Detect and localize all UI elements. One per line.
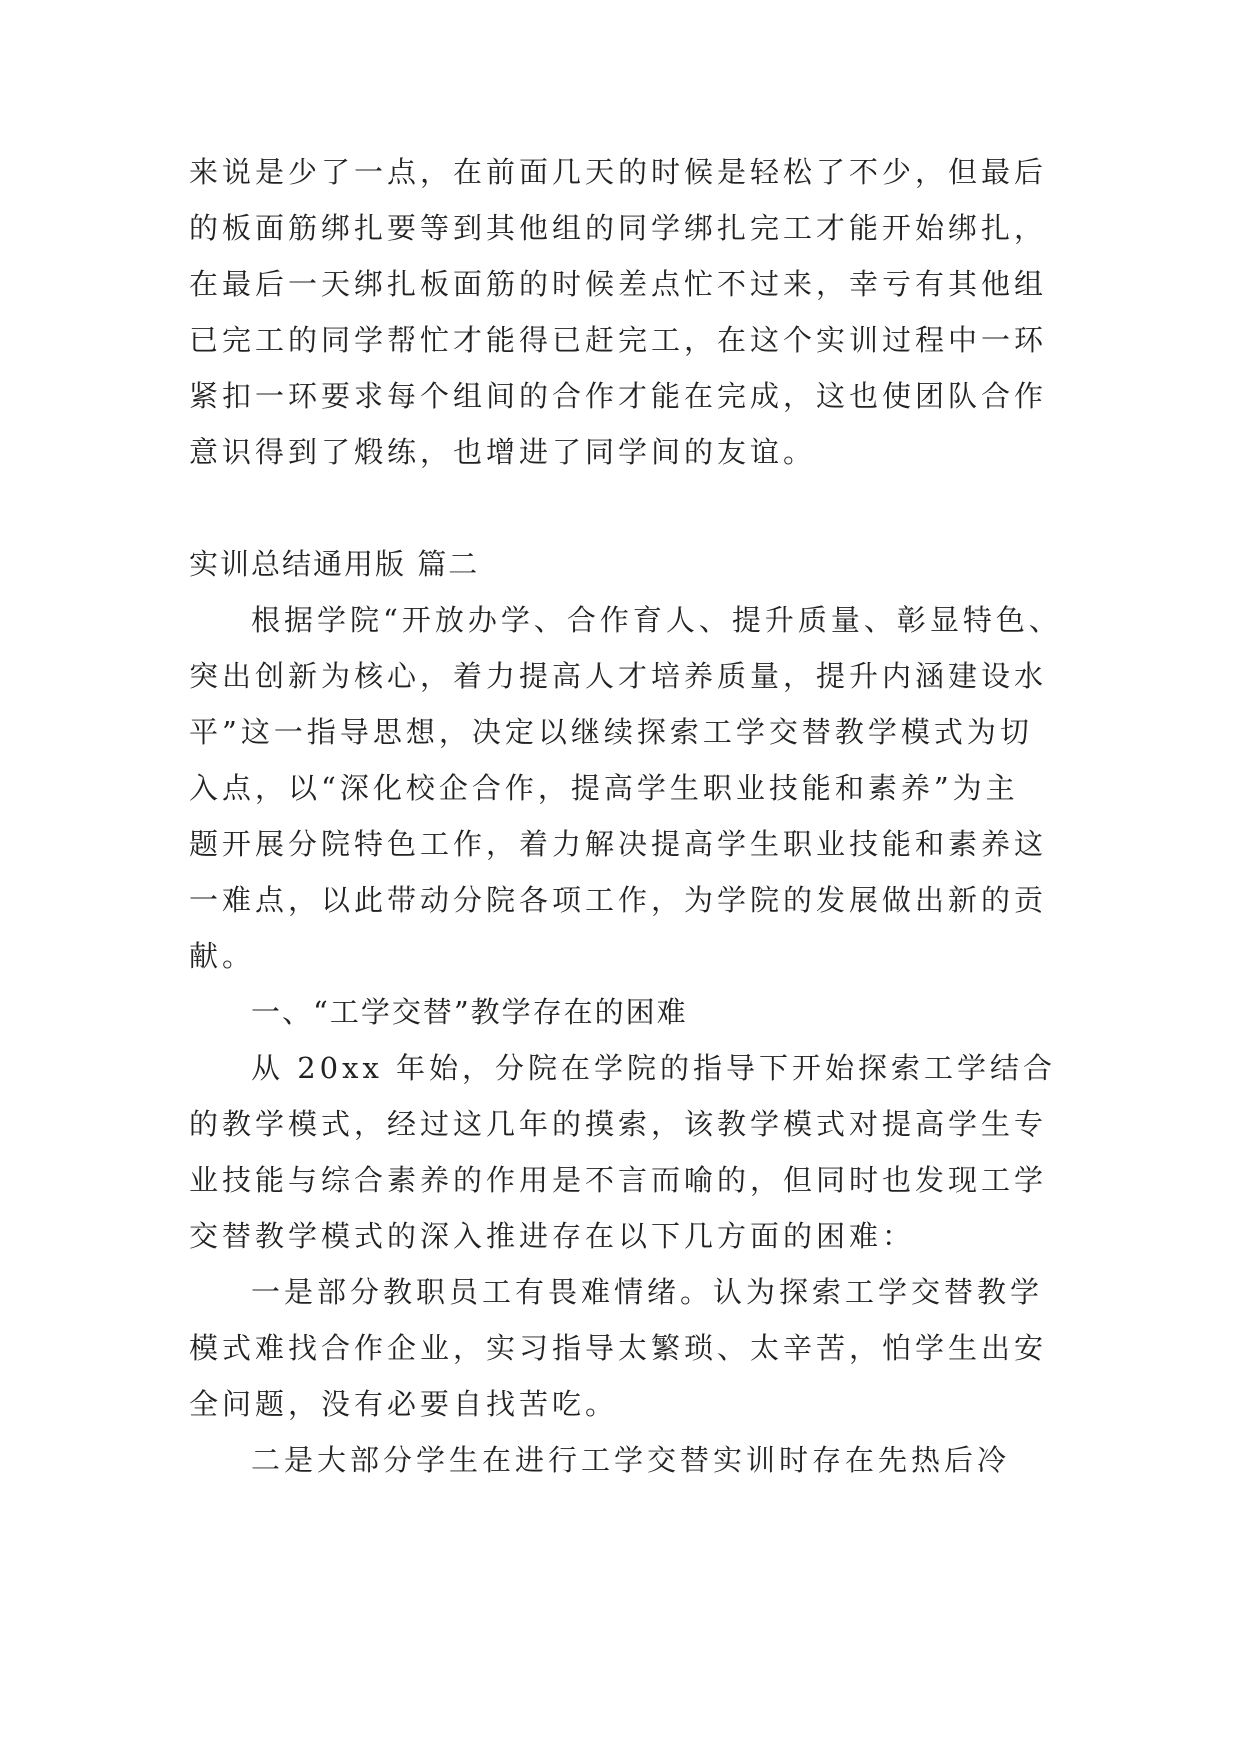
continuation-line-3: 在最后一天绑扎板面筋的时候差点忙不过来，幸亏有其他组 — [189, 267, 1048, 301]
paragraph-2-line-2: 的教学模式，经过这几年的摸索，该教学模式对提高学生专 — [189, 1107, 1048, 1141]
paragraph-4-line-1: 二是大部分学生在进行工学交替实训时存在先热后冷 — [251, 1443, 1011, 1477]
paragraph-1-line-4: 入点，以“深化校企合作，提高学生职业技能和素养”为主 — [189, 771, 1019, 805]
paragraph-3-line-2: 模式难找合作企业，实习指导太繁琐、太辛苦，怕学生出安 — [189, 1331, 1048, 1365]
paragraph-1-line-2: 突出创新为核心，着力提高人才培养质量，提升内涵建设水 — [189, 659, 1048, 693]
paragraph-1-line-5: 题开展分院特色工作，着力解决提高学生职业技能和素养这 — [189, 827, 1048, 861]
continuation-line-4: 已完工的同学帮忙才能得已赶完工，在这个实训过程中一环 — [189, 323, 1048, 357]
subheading: 一、“工学交替”教学存在的困难 — [251, 995, 688, 1029]
paragraph-3-line-3: 全问题，没有必要自找苦吃。 — [189, 1387, 619, 1421]
section-title: 实训总结通用版 篇二 — [189, 547, 480, 581]
continuation-line-6: 意识得到了煅练，也增进了同学间的友谊。 — [189, 435, 817, 469]
paragraph-2-line-1: 从 20xx 年始，分院在学院的指导下开始探索工学结合 — [251, 1051, 1057, 1085]
paragraph-3-line-1: 一是部分教职员工有畏难情绪。认为探索工学交替教学 — [251, 1275, 1044, 1309]
continuation-line-5: 紧扣一环要求每个组间的合作才能在完成，这也使团队合作 — [189, 379, 1048, 413]
continuation-line-1: 来说是少了一点，在前面几天的时候是轻松了不少，但最后 — [189, 155, 1048, 189]
paragraph-2-line-4: 交替教学模式的深入推进存在以下几方面的困难： — [189, 1219, 916, 1253]
paragraph-1-line-3: 平”这一指导思想，决定以继续探索工学交替教学模式为切 — [189, 715, 1033, 749]
paragraph-2-line-3: 业技能与综合素养的作用是不言而喻的，但同时也发现工学 — [189, 1163, 1048, 1197]
paragraph-1-line-7: 献。 — [189, 939, 256, 973]
paragraph-1-line-6: 一难点，以此带动分院各项工作，为学院的发展做出新的贡 — [189, 883, 1048, 917]
paragraph-1-line-1: 根据学院“开放办学、合作育人、提升质量、彰显特色、 — [251, 603, 1062, 637]
continuation-line-2: 的板面筋绑扎要等到其他组的同学绑扎完工才能开始绑扎， — [189, 211, 1048, 245]
